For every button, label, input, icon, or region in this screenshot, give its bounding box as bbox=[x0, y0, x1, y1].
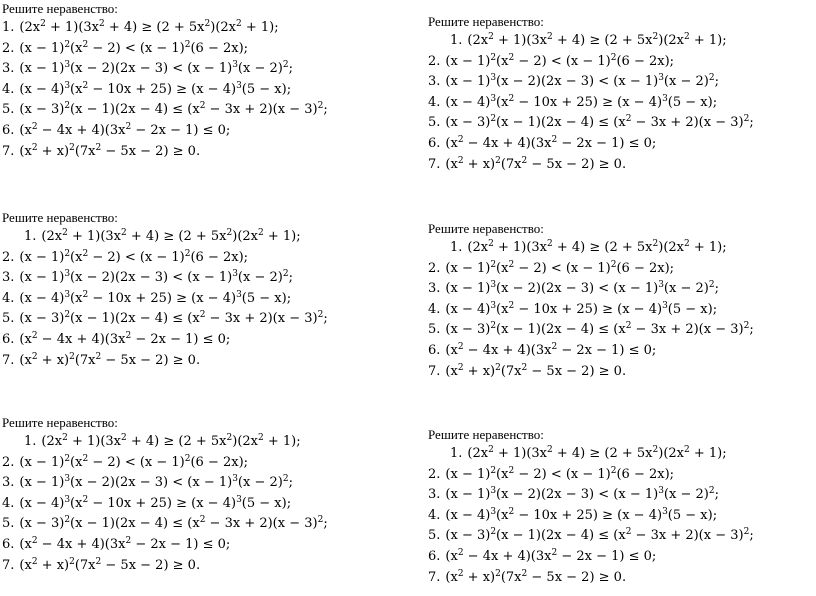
inequality-list bbox=[2, 432, 402, 576]
item-number: 4. bbox=[2, 495, 15, 511]
item-number: 5. bbox=[428, 528, 441, 544]
block-heading: Решите неравенство: bbox=[2, 415, 118, 430]
inequality-expression: $(x - 1)^3(x - 2)(2x - 3) < (x - 1)^3(x - 2)^2$; bbox=[445, 486, 719, 503]
inequality-item-6 bbox=[2, 535, 402, 556]
inequality-item-7 bbox=[2, 351, 402, 372]
inequality-expression: $(x - 1)^2(x^2 - 2) < (x - 1)^2(6 - 2x)$; bbox=[19, 39, 249, 56]
inequality-item-2 bbox=[2, 453, 402, 474]
item-number: 4. bbox=[428, 301, 441, 317]
block-heading: Решите неравенство: bbox=[2, 1, 118, 16]
inequality-item-2 bbox=[428, 259, 816, 280]
inequality-expression: $(x^2 + x)^2(7x^2 - 5x - 2) \ge 0$. bbox=[19, 556, 201, 573]
inequality-item-4 bbox=[428, 506, 816, 527]
inequality-item-3 bbox=[2, 473, 402, 494]
inequality-expression: $(x - 4)^3(x^2 - 10x + 25) \ge (x - 4)^3(5 - x)$; bbox=[445, 93, 718, 110]
inequality-item-7 bbox=[2, 142, 402, 163]
inequality-item-1 bbox=[2, 227, 402, 248]
inequality-expression: $(2x^2 + 1)(3x^2 + 4) \ge (2 + 5x^2)(2x^2 + 1)$; bbox=[467, 32, 727, 48]
inequality-expression: $(x - 1)^3(x - 2)(2x - 3) < (x - 1)^3(x - 2)^2$; bbox=[19, 269, 293, 286]
item-number: 7. bbox=[2, 557, 15, 573]
inequality-item-5 bbox=[428, 526, 816, 547]
exercise-block-6 bbox=[428, 426, 816, 588]
inequality-item-3 bbox=[428, 279, 816, 300]
item-number: 2. bbox=[2, 40, 15, 56]
inequality-item-4 bbox=[2, 494, 402, 515]
item-number: 7. bbox=[2, 143, 15, 159]
item-number: 3. bbox=[428, 74, 441, 90]
item-number: 5. bbox=[2, 516, 15, 532]
inequality-item-5 bbox=[2, 309, 402, 330]
exercise-block-5 bbox=[2, 414, 402, 576]
inequality-item-1 bbox=[428, 31, 816, 52]
inequality-item-7 bbox=[428, 155, 816, 176]
inequality-expression: $(x - 4)^3(x^2 - 10x + 25) \ge (x - 4)^3(5 - x)$; bbox=[445, 300, 718, 317]
inequality-item-5 bbox=[428, 320, 816, 341]
inequality-list bbox=[428, 238, 816, 382]
item-number: 4. bbox=[2, 81, 15, 97]
inequality-expression: $(x^2 - 4x + 4)(3x^2 - 2x - 1) \le 0$; bbox=[19, 535, 231, 552]
inequality-item-3 bbox=[428, 72, 816, 93]
inequality-item-6 bbox=[2, 330, 402, 351]
inequality-expression: $(x - 3)^2(x - 1)(2x - 4) \le (x^2 - 3x + 2)(x - 3)^2$; bbox=[445, 114, 754, 131]
block-heading: Решите неравенство: bbox=[428, 221, 544, 236]
inequality-expression: $(x^2 + x)^2(7x^2 - 5x - 2) \ge 0$. bbox=[19, 142, 201, 159]
item-number: 6. bbox=[428, 135, 441, 151]
item-number: 5. bbox=[2, 311, 15, 327]
item-number: 7. bbox=[428, 156, 441, 172]
item-number: 3. bbox=[2, 61, 15, 77]
inequality-item-1 bbox=[2, 432, 402, 453]
inequality-item-7 bbox=[428, 362, 816, 383]
item-number: 5. bbox=[2, 102, 15, 118]
item-number: 6. bbox=[428, 548, 441, 564]
exercise-block-3 bbox=[2, 209, 402, 371]
inequality-item-5 bbox=[2, 514, 402, 535]
item-number: 2. bbox=[2, 249, 15, 265]
inequality-expression: $(x - 1)^2(x^2 - 2) < (x - 1)^2(6 - 2x)$; bbox=[445, 52, 675, 69]
inequality-item-6 bbox=[2, 121, 402, 142]
inequality-list bbox=[2, 18, 402, 162]
item-number: 6. bbox=[428, 342, 441, 358]
item-number: 1. bbox=[24, 229, 37, 244]
exercise-block-1 bbox=[2, 0, 402, 162]
item-number: 2. bbox=[428, 466, 441, 482]
inequality-expression: $(x^2 + x)^2(7x^2 - 5x - 2) \ge 0$. bbox=[19, 351, 201, 368]
item-number: 7. bbox=[428, 363, 441, 379]
inequality-list bbox=[428, 444, 816, 588]
inequality-item-2 bbox=[2, 248, 402, 269]
exercise-block-4 bbox=[428, 220, 816, 382]
inequality-expression: $(2x^2 + 1)(3x^2 + 4) \ge (2 + 5x^2)(2x^2 + 1)$; bbox=[467, 239, 727, 255]
inequality-list bbox=[428, 31, 816, 175]
inequality-expression: $(x - 4)^3(x^2 - 10x + 25) \ge (x - 4)^3(5 - x)$; bbox=[19, 494, 292, 511]
inequality-expression: $(x^2 + x)^2(7x^2 - 5x - 2) \ge 0$. bbox=[445, 568, 627, 585]
inequality-expression: $(x^2 + x)^2(7x^2 - 5x - 2) \ge 0$. bbox=[445, 155, 627, 172]
inequality-item-1 bbox=[428, 238, 816, 259]
item-number: 2. bbox=[428, 260, 441, 276]
exercise-block-2 bbox=[428, 13, 816, 175]
inequality-item-2 bbox=[428, 465, 816, 486]
inequality-expression: $(x^2 - 4x + 4)(3x^2 - 2x - 1) \le 0$; bbox=[19, 330, 231, 347]
item-number: 7. bbox=[2, 352, 15, 368]
inequality-item-7 bbox=[2, 556, 402, 577]
inequality-expression: $(x - 1)^3(x - 2)(2x - 3) < (x - 1)^3(x - 2)^2$; bbox=[19, 474, 293, 491]
item-number: 3. bbox=[428, 281, 441, 297]
block-heading: Решите неравенство: bbox=[428, 14, 544, 29]
inequality-expression: $(2x^2 + 1)(3x^2 + 4) \ge (2 + 5x^2)(2x^2 + 1)$; bbox=[19, 19, 279, 35]
inequality-list bbox=[2, 227, 402, 371]
item-number: 3. bbox=[428, 487, 441, 503]
inequality-expression: $(x^2 - 4x + 4)(3x^2 - 2x - 1) \le 0$; bbox=[445, 134, 657, 151]
item-number: 1. bbox=[2, 20, 15, 35]
inequality-expression: $(x - 1)^2(x^2 - 2) < (x - 1)^2(6 - 2x)$; bbox=[19, 248, 249, 265]
inequality-expression: $(x - 4)^3(x^2 - 10x + 25) \ge (x - 4)^3(5 - x)$; bbox=[445, 506, 718, 523]
inequality-expression: $(x - 1)^3(x - 2)(2x - 3) < (x - 1)^3(x - 2)^2$; bbox=[445, 73, 719, 90]
inequality-item-3 bbox=[428, 485, 816, 506]
inequality-expression: $(x - 1)^2(x^2 - 2) < (x - 1)^2(6 - 2x)$; bbox=[445, 465, 675, 482]
item-number: 2. bbox=[428, 53, 441, 69]
item-number: 4. bbox=[428, 94, 441, 110]
inequality-expression: $(x - 3)^2(x - 1)(2x - 4) \le (x^2 - 3x + 2)(x - 3)^2$; bbox=[19, 515, 328, 532]
inequality-expression: $(x - 1)^3(x - 2)(2x - 3) < (x - 1)^3(x - 2)^2$; bbox=[445, 280, 719, 297]
inequality-item-2 bbox=[428, 52, 816, 73]
inequality-item-5 bbox=[2, 100, 402, 121]
inequality-expression: $(x^2 + x)^2(7x^2 - 5x - 2) \ge 0$. bbox=[445, 362, 627, 379]
inequality-item-3 bbox=[2, 268, 402, 289]
block-heading: Решите неравенство: bbox=[2, 210, 118, 225]
item-number: 3. bbox=[2, 475, 15, 491]
inequality-expression: $(x - 1)^2(x^2 - 2) < (x - 1)^2(6 - 2x)$; bbox=[445, 259, 675, 276]
item-number: 2. bbox=[2, 454, 15, 470]
item-number: 4. bbox=[2, 290, 15, 306]
item-number: 1. bbox=[24, 434, 37, 449]
item-number: 6. bbox=[2, 536, 15, 552]
inequality-expression: $(x - 3)^2(x - 1)(2x - 4) \le (x^2 - 3x + 2)(x - 3)^2$; bbox=[445, 527, 754, 544]
inequality-expression: $(x^2 - 4x + 4)(3x^2 - 2x - 1) \le 0$; bbox=[445, 547, 657, 564]
inequality-item-6 bbox=[428, 547, 816, 568]
inequality-expression: $(2x^2 + 1)(3x^2 + 4) \ge (2 + 5x^2)(2x^2 + 1)$; bbox=[467, 445, 727, 461]
item-number: 1. bbox=[450, 240, 463, 255]
inequality-item-3 bbox=[2, 59, 402, 80]
inequality-item-4 bbox=[428, 300, 816, 321]
inequality-item-4 bbox=[2, 289, 402, 310]
inequality-expression: $(x - 3)^2(x - 1)(2x - 4) \le (x^2 - 3x + 2)(x - 3)^2$; bbox=[19, 101, 328, 118]
inequality-expression: $(x^2 - 4x + 4)(3x^2 - 2x - 1) \le 0$; bbox=[445, 341, 657, 358]
inequality-expression: $(2x^2 + 1)(3x^2 + 4) \ge (2 + 5x^2)(2x^2 + 1)$; bbox=[41, 228, 301, 244]
item-number: 4. bbox=[428, 507, 441, 523]
item-number: 1. bbox=[450, 446, 463, 461]
item-number: 3. bbox=[2, 270, 15, 286]
item-number: 7. bbox=[428, 569, 441, 585]
inequality-item-5 bbox=[428, 113, 816, 134]
inequality-expression: $(x - 3)^2(x - 1)(2x - 4) \le (x^2 - 3x + 2)(x - 3)^2$; bbox=[19, 310, 328, 327]
block-heading: Решите неравенство: bbox=[428, 427, 544, 442]
inequality-item-4 bbox=[428, 93, 816, 114]
inequality-item-6 bbox=[428, 341, 816, 362]
inequality-expression: $(x - 1)^3(x - 2)(2x - 3) < (x - 1)^3(x - 2)^2$; bbox=[19, 60, 293, 77]
inequality-item-1 bbox=[2, 18, 402, 39]
inequality-item-6 bbox=[428, 134, 816, 155]
item-number: 6. bbox=[2, 122, 15, 138]
item-number: 5. bbox=[428, 322, 441, 338]
inequality-expression: $(2x^2 + 1)(3x^2 + 4) \ge (2 + 5x^2)(2x^2 + 1)$; bbox=[41, 433, 301, 449]
inequality-expression: $(x^2 - 4x + 4)(3x^2 - 2x - 1) \le 0$; bbox=[19, 121, 231, 138]
item-number: 1. bbox=[450, 33, 463, 48]
inequality-item-7 bbox=[428, 568, 816, 589]
item-number: 6. bbox=[2, 331, 15, 347]
inequality-expression: $(x - 3)^2(x - 1)(2x - 4) \le (x^2 - 3x + 2)(x - 3)^2$; bbox=[445, 321, 754, 338]
item-number: 5. bbox=[428, 115, 441, 131]
inequality-expression: $(x - 4)^3(x^2 - 10x + 25) \ge (x - 4)^3(5 - x)$; bbox=[19, 80, 292, 97]
inequality-item-2 bbox=[2, 39, 402, 60]
inequality-expression: $(x - 4)^3(x^2 - 10x + 25) \ge (x - 4)^3(5 - x)$; bbox=[19, 289, 292, 306]
inequality-item-1 bbox=[428, 444, 816, 465]
inequality-expression: $(x - 1)^2(x^2 - 2) < (x - 1)^2(6 - 2x)$; bbox=[19, 453, 249, 470]
inequality-item-4 bbox=[2, 80, 402, 101]
